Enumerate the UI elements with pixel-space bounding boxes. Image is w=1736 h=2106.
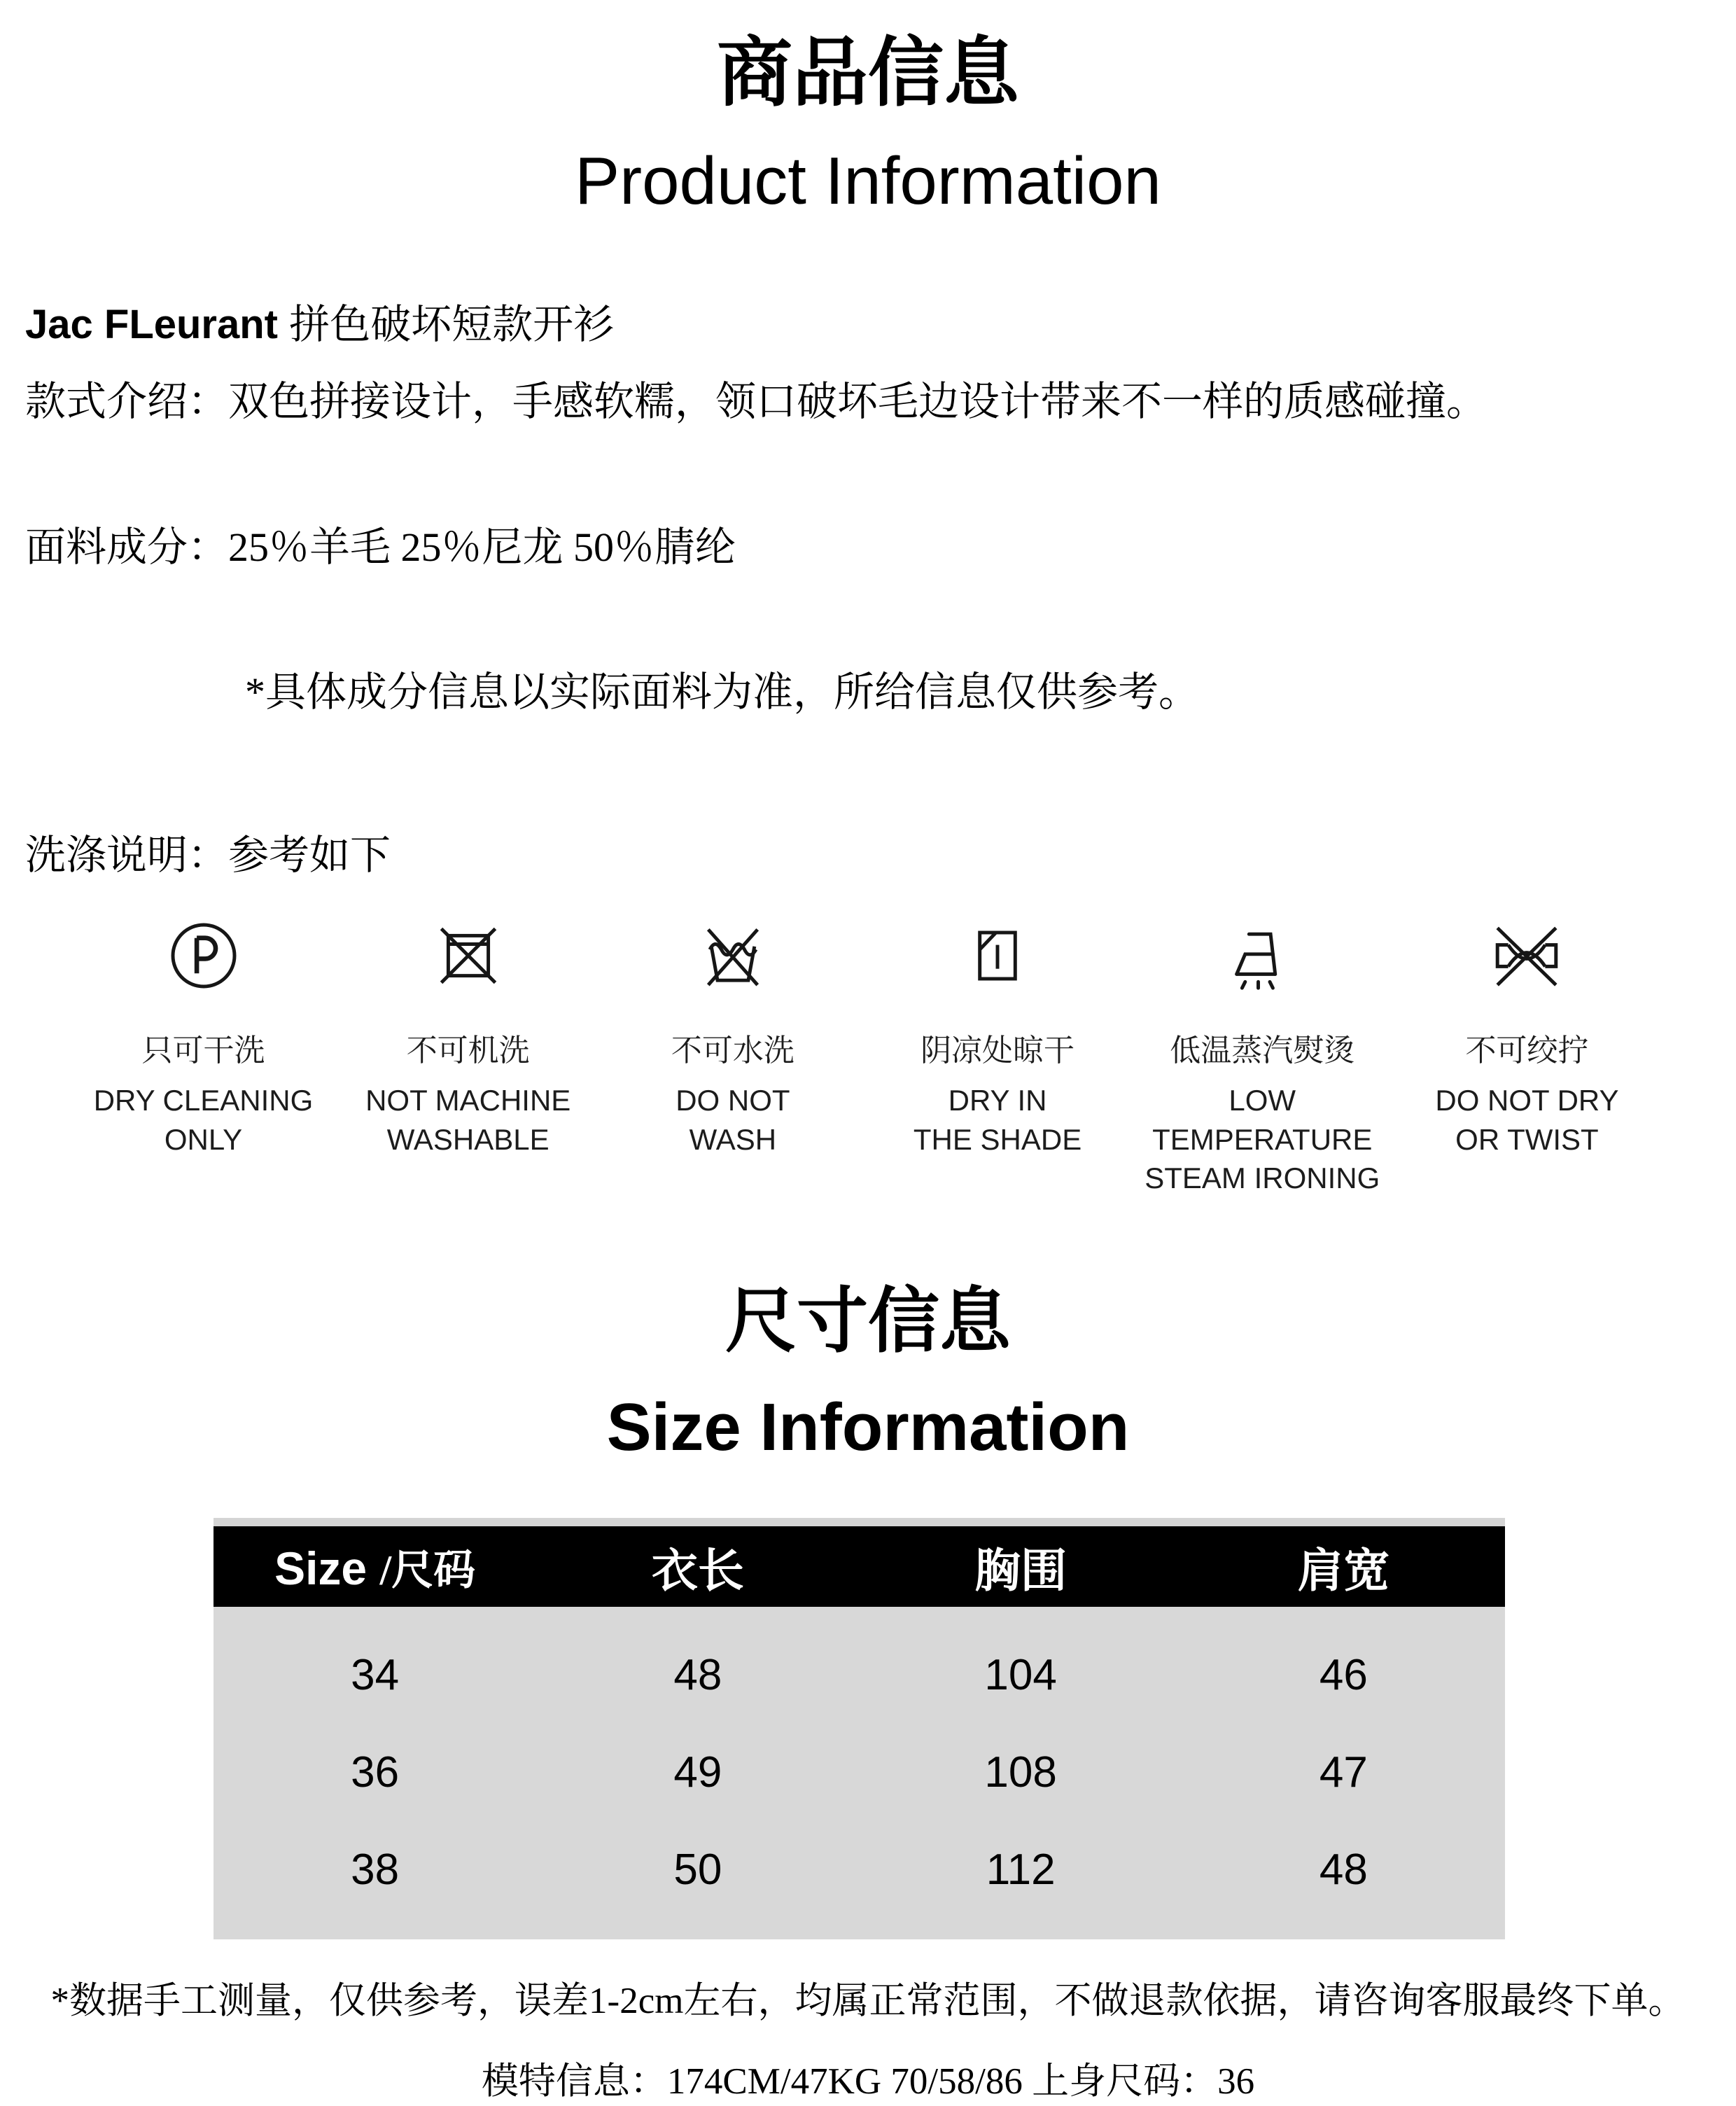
care-item xyxy=(1396,917,1658,1197)
header-cell-shoulder: 肩宽 xyxy=(1297,1546,1390,1598)
care-item xyxy=(602,917,863,1197)
product-name-latin: Jac FLeurant xyxy=(25,301,290,347)
table-cell: 46 xyxy=(1319,1651,1368,1700)
model-info: 模特信息：174CM/47KG 70/58/86 上身尺码：36 xyxy=(481,2061,1255,2102)
product-name-zh: 拼色破坏短款开衫 xyxy=(289,301,615,347)
care-label-zh: 只可干洗 xyxy=(141,1033,265,1068)
product-name xyxy=(25,300,1736,351)
care-item xyxy=(867,917,1128,1197)
measurement-note: *数据手工测量，仅供参考，误差1-2cm左右，均属正常范围，不做退款依据，请咨询客服最终下单。 xyxy=(50,1981,1686,2022)
table-cell: 36 xyxy=(351,1748,400,1797)
table-cell: 112 xyxy=(986,1846,1056,1895)
care-label-en: LOW TEMPERATURE STEAM IRONING xyxy=(1144,1084,1380,1195)
table-row xyxy=(214,1724,1505,1821)
style-description: 款式介绍：双色拼接设计，手感软糯，领口破坏毛边设计带来不一样的质感碰撞。 xyxy=(25,379,1488,425)
dry-clean-only-icon xyxy=(73,917,334,994)
care-label-zh: 阴凉处晾干 xyxy=(920,1033,1075,1068)
table-cell: 38 xyxy=(351,1846,400,1895)
page-title-zh: 商品信息 xyxy=(716,32,1019,116)
table-cell: 49 xyxy=(673,1748,722,1797)
care-label-zh: 低温蒸汽熨烫 xyxy=(1170,1033,1355,1068)
do-not-wring-icon xyxy=(1396,917,1658,994)
size-table-body xyxy=(214,1607,1505,1939)
fabric-note: *具体成分信息以实际面料为准，所给信息仅供参考。 xyxy=(245,669,1200,716)
header-cell-size: Size /尺码 xyxy=(274,1542,476,1594)
size-title-zh: 尺寸信息 xyxy=(725,1282,1011,1362)
steam-iron-icon xyxy=(1132,917,1393,994)
table-cell: 48 xyxy=(673,1651,722,1700)
care-item xyxy=(73,917,334,1197)
care-label-en: DO NOT WASH xyxy=(676,1084,790,1156)
care-item xyxy=(337,917,598,1197)
dry-in-shade-icon xyxy=(867,917,1128,994)
do-not-wash-icon xyxy=(602,917,863,994)
table-cell: 34 xyxy=(351,1651,400,1700)
fabric-composition: 面料成分：25％羊毛 25％尼龙 50％腈纶 xyxy=(25,524,736,570)
care-instructions-heading: 洗涤说明：参考如下 xyxy=(25,832,391,878)
care-label-en: NOT MACHINE WASHABLE xyxy=(365,1084,571,1156)
table-cell: 108 xyxy=(984,1748,1057,1797)
table-row xyxy=(214,1626,1505,1724)
size-table xyxy=(214,1518,1505,1939)
table-row xyxy=(214,1821,1505,1918)
care-label-en: DRY IN THE SHADE xyxy=(913,1084,1082,1156)
care-label-zh: 不可水洗 xyxy=(671,1033,794,1068)
size-title-en: Size Information xyxy=(606,1390,1130,1465)
table-cell: 104 xyxy=(984,1651,1057,1700)
care-label-en: DRY CLEANING ONLY xyxy=(93,1084,314,1156)
header-cell-garment-length: 衣长 xyxy=(651,1546,744,1598)
table-cell: 50 xyxy=(673,1846,722,1895)
page-title-en: Product Information xyxy=(575,143,1161,218)
care-label-zh: 不可绞拧 xyxy=(1465,1033,1589,1068)
care-item xyxy=(1132,917,1393,1197)
not-machine-washable-icon xyxy=(337,917,598,994)
header-cell-bust: 胸围 xyxy=(974,1546,1068,1598)
size-table-header xyxy=(214,1526,1505,1607)
product-information-page xyxy=(0,20,1736,2102)
care-icons-row xyxy=(0,917,1736,1197)
table-cell: 47 xyxy=(1319,1748,1368,1797)
care-label-en: DO NOT DRY OR TWIST xyxy=(1435,1084,1619,1156)
table-cell: 48 xyxy=(1319,1846,1368,1895)
care-label-zh: 不可机洗 xyxy=(406,1033,530,1068)
